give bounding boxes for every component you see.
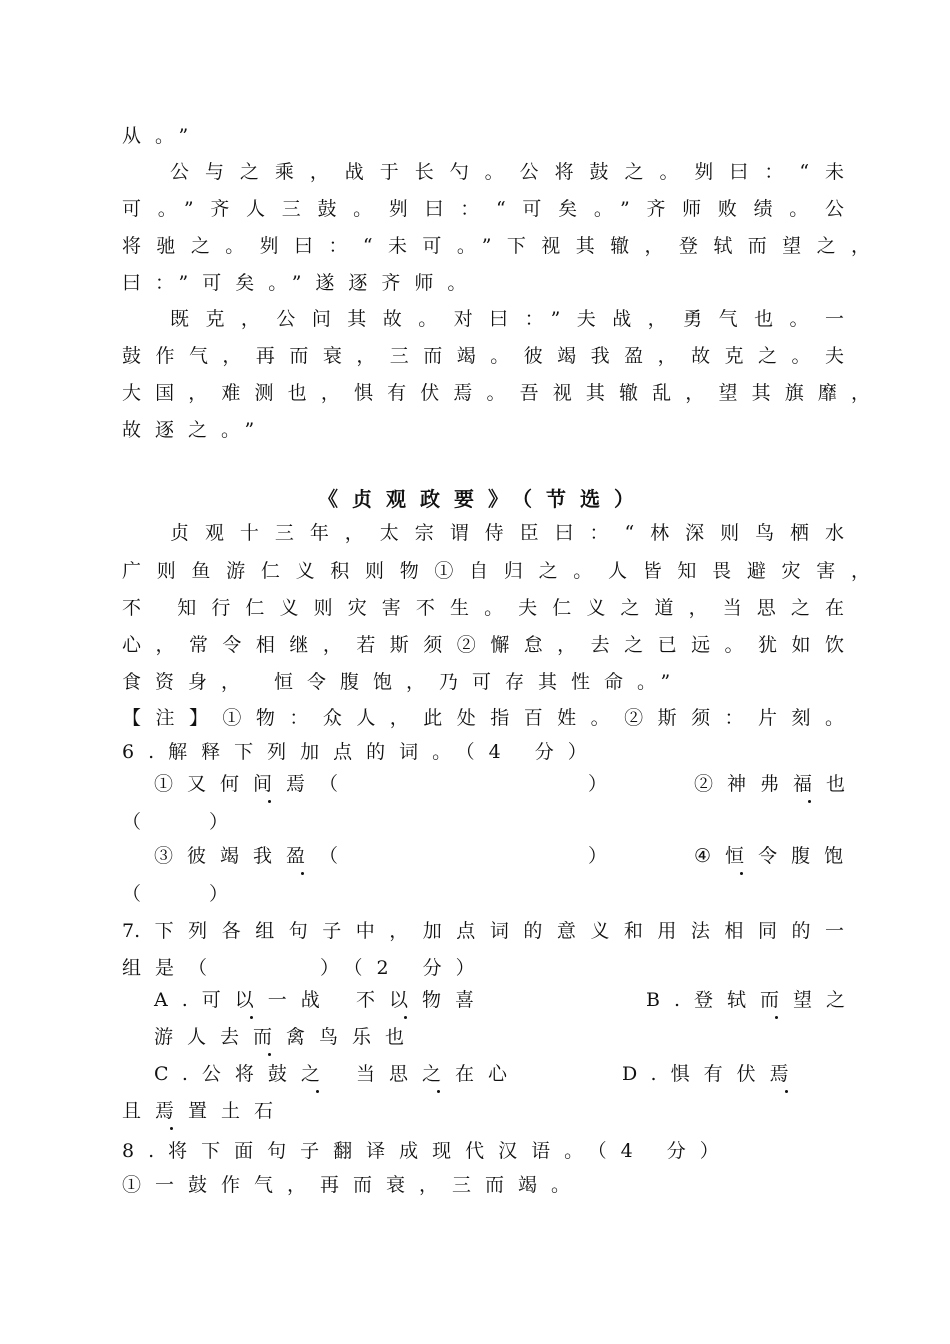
q6-item-b-paren: （ ）	[122, 811, 239, 833]
emphasis-dot-char: 间	[253, 773, 287, 795]
q7-option-c: C.公将鼓之	[154, 1063, 334, 1085]
passage1-line9: 故逐之。”	[122, 419, 269, 441]
q7-option-a-second: 不以物喜	[356, 989, 489, 1011]
emphasis-dot-char: 以	[234, 989, 268, 1011]
passage1-line6: 既克，公问其故。对曰：”夫战，勇气也。一	[170, 308, 844, 330]
passage2-title: 《贞观政要》（节选）	[318, 487, 648, 511]
passage2-line2: 广则鱼游仁义积则物①自归之。人皆知畏避灾害，	[122, 560, 870, 582]
q7-stem-line1: 7.下列各组句子中，加点词的意义和用法相同的一	[122, 920, 844, 942]
emphasis-dot-char: 而	[253, 1026, 287, 1048]
passage2-line1: 贞观十三年，太宗谓侍臣曰：“林深则鸟栖水	[170, 522, 844, 544]
q8-stem: 8.将下面句子翻译成现代汉语。（4 分）	[122, 1140, 733, 1162]
emphasis-dot-char: 盈	[286, 845, 320, 867]
q7-option-c-second: 当思之在心	[356, 1063, 522, 1085]
q6-item-d-paren: （ ）	[122, 883, 239, 905]
q7-option-a: A.可以一战	[154, 989, 334, 1011]
q6-item-c: ③彼竭我盈（	[154, 845, 353, 867]
passage1-line3: 可。”齐人三鼓。刿曰：“可矣。”齐师败绩。公	[122, 198, 844, 220]
q7-stem-line2: 组是（ ）（2 分）	[122, 957, 489, 979]
emphasis-dot-char: 焉	[155, 1100, 189, 1122]
q7-option-b-second: 游人去而禽鸟乐也	[154, 1026, 419, 1048]
q7-option-b: B.登轼而望之	[646, 989, 860, 1011]
q6-stem: 6.解释下列加点的词。（4 分）	[122, 741, 601, 763]
emphasis-dot-char: 而	[760, 989, 794, 1011]
emphasis-dot-char: 以	[389, 989, 423, 1011]
passage2-line3: 不 知行仁义则灾害不生。夫仁义之道，当思之在	[122, 597, 844, 619]
q6-item-b: ②神弗福也	[694, 773, 860, 795]
q7-option-d: D.惧有伏焉	[622, 1063, 803, 1085]
emphasis-dot-char: 恒	[725, 845, 759, 867]
q6-item-a-close: ）	[588, 773, 608, 795]
passage2-note: 【注】①物：众人，此处指百姓。②斯须：片刻。	[122, 707, 844, 729]
q6-item-a: ①又何间焉（	[154, 773, 353, 795]
emphasis-dot-char: 焉	[769, 1063, 803, 1085]
emphasis-dot-char: 之	[422, 1063, 456, 1085]
emphasis-dot-char: 福	[793, 773, 827, 795]
passage1-line1: 从。”	[122, 125, 203, 147]
q6-item-d: ④恒令腹饱	[694, 845, 858, 867]
passage1-line2: 公与之乘，战于长勺。公将鼓之。刿曰：“未	[170, 161, 844, 183]
passage1-line4: 将驰之。刿曰：“未可。”下视其辙，登轼而望之，	[122, 235, 870, 257]
passage2-line4: 心，常令相继，若斯须②懈怠，去之已远。犹如饮	[122, 634, 844, 656]
passage1-line5: 曰：”可矣。”遂逐齐师。	[122, 272, 481, 294]
q8-item-1: ①一鼓作气，再而衰，三而竭。	[122, 1174, 585, 1196]
q6-item-c-close: ）	[588, 845, 608, 867]
emphasis-dot-char: 之	[300, 1063, 334, 1085]
q7-option-d-second: 且焉置土石	[122, 1100, 288, 1122]
passage1-line8: 大国，难测也，惧有伏焉。吾视其辙乱，望其旗靡，	[122, 382, 870, 404]
passage1-line7: 鼓作气，再而衰，三而竭。彼竭我盈，故克之。夫	[122, 345, 844, 367]
passage2-line5: 食资身， 恒令腹饱，乃可存其性命。”	[122, 671, 685, 693]
